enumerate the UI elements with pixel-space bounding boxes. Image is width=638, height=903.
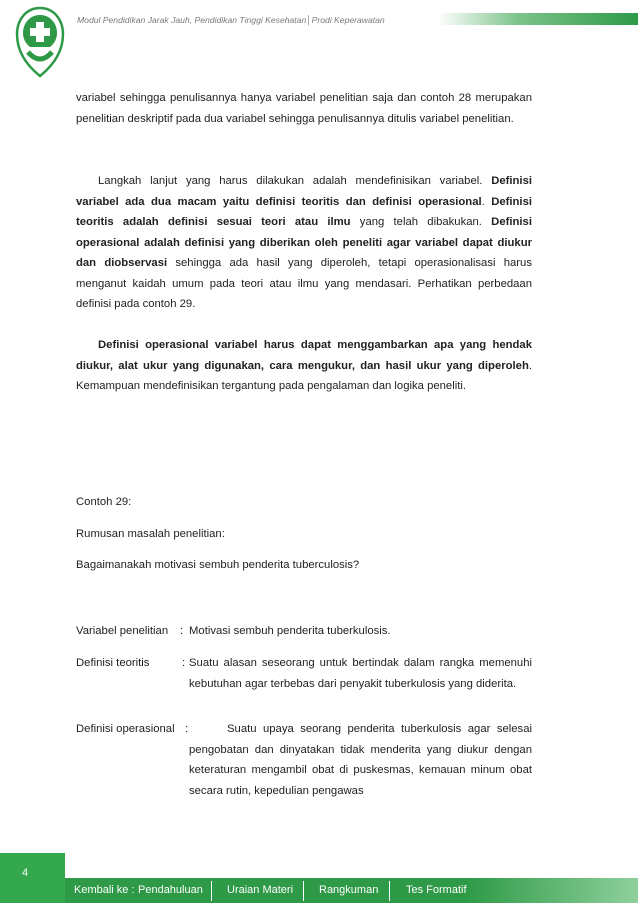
p3-bold-1: Definisi operasional variabel harus dapat menggambarkan apa yang hendak diukur, alat ukur yang digunakan, cara mengukur, dan hasil ukur yang diperoleh: [76, 339, 532, 372]
header-accent-bar: [438, 13, 638, 25]
example-title: Contoh 29:: [76, 496, 132, 508]
definition-colon: :: [185, 723, 189, 735]
p2-text-4: sehingga ada hasil yang diperoleh, tetapi operasionalisasi harus menganut kaidah umum pada teori atau ilmu yang mendasari. Perhatikan perbedaan definisi pada contoh 29.: [76, 257, 532, 310]
paragraph-3-text: [76, 335, 532, 397]
definition-text: Motivasi sembuh penderita tuberkulosis.: [189, 625, 391, 637]
paragraph-2: [76, 171, 532, 315]
definition-colon: :: [182, 657, 186, 669]
p2-text-2: .: [481, 195, 492, 208]
paragraph-3: [76, 335, 532, 397]
footer-back-label: Kembali ke :: [74, 884, 135, 896]
p2-text-1: Langkah lanjut yang harus dilakukan adalah mendefinisikan variabel.: [98, 175, 492, 187]
p2-bold-3: Definisi operasional adalah definisi yang diberikan oleh peneliti agar variabel dapat diukur dan diobservasi: [76, 216, 532, 269]
problem-question: Bagaimanakah motivasi sembuh penderita tuberculosis?: [76, 559, 360, 571]
footer-divider: [211, 881, 212, 901]
definition-row: [76, 719, 532, 803]
p2-bold-2: Definisi teoritis adalah definisi sesuai teori atau ilmu: [76, 195, 532, 228]
p2-text-3: yang telah dibakukan.: [350, 216, 492, 228]
definition-label: Definisi operasional: [76, 723, 175, 735]
page-number: 4: [21, 867, 29, 879]
p2-bold-1: Definisi variabel ada dua macam yaitu definisi teoritis dan definisi operasional: [76, 175, 532, 208]
definition-label: Variabel penelitian: [76, 625, 169, 637]
definition-text: Suatu alasan seseorang untuk bertindak dalam rangka memenuhi kebutuhan agar terbebas dari penyakit tuberkulosis yang diderita.: [189, 657, 532, 690]
paragraph-1: [76, 88, 532, 129]
definition-row: [76, 621, 532, 643]
footer-divider: [303, 881, 304, 901]
nav-link-tes-formatif[interactable]: Tes Formatif: [406, 884, 467, 896]
definition-text: Suatu upaya seorang penderita tuberkulosis agar selesai pengobatan dan dinyatakan tidak menderita yang diukur dengan keteraturan mengambil obat di puskesmas, kemauan minum obat secara rutin, kepedulian pengawas: [189, 723, 532, 797]
paragraph-1-text: variabel sehingga penulisannya hanya variabel penelitian saja dan contoh 28 merupakan penelitian deskriptif pada dua variabel sehingga penulisannya ditulis variabel penelitian.: [76, 92, 532, 125]
definition-label: Definisi teoritis: [76, 657, 150, 669]
paragraph-2-text: [76, 171, 532, 315]
p3-text-1: . Kemampuan mendefinisikan tergantung pada pengalaman dan logika peneliti.: [76, 359, 532, 392]
nav-link-pendahuluan[interactable]: Pendahuluan: [138, 884, 203, 896]
definition-row: [76, 653, 532, 715]
problem-label: Rumusan masalah penelitian:: [76, 528, 225, 540]
footer-divider: [389, 881, 390, 901]
nav-link-uraian-materi[interactable]: Uraian Materi: [227, 884, 294, 896]
header-module-title: Modul Pendidikan Jarak Jauh, Pendidikan Tinggi Kesehatan│Prodi Keperawatan: [77, 15, 385, 25]
definition-colon: :: [180, 625, 184, 637]
bakti-husada-logo: [14, 6, 66, 80]
nav-link-rangkuman[interactable]: Rangkuman: [319, 884, 379, 896]
